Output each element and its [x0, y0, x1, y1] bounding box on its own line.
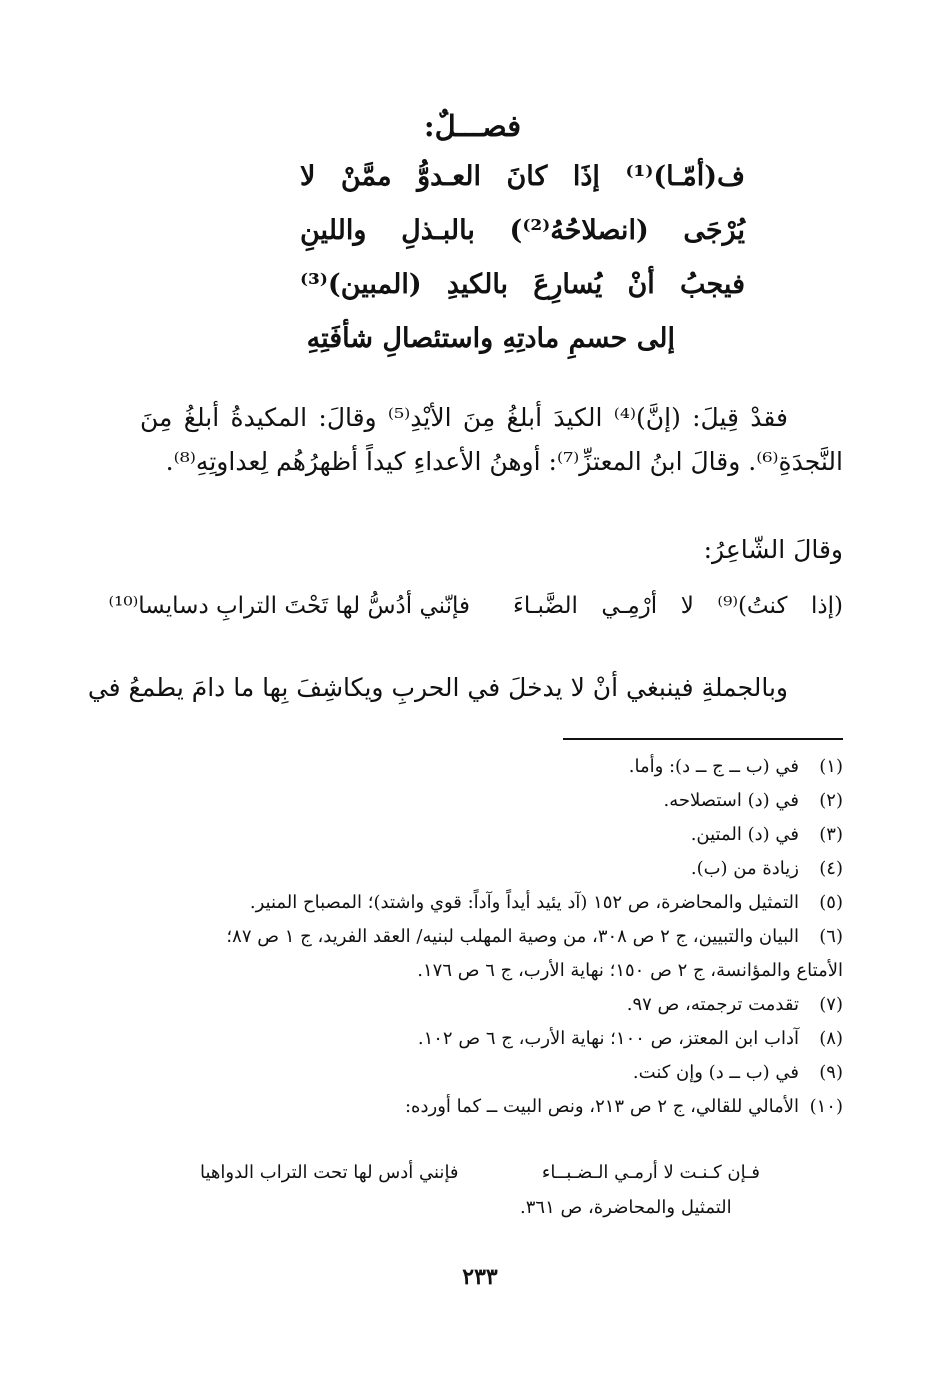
footnote-text: التمثيل والمحاضرة، ص ١٥٢ (آد يئيد أيداً وآداً: قوي واشتد)؛ المصباح المنير. [249, 892, 799, 913]
verse-line: إلى حسمِ مادتِهِ واستئصالِ شأفَتِهِ [306, 323, 675, 354]
paragraph-line: وبالجملةِ فينبغي أنْ لا يدخلَ في الحربِ ويكاشِفَ بِها ما دامَ يطمعُ في [87, 673, 788, 702]
footnote-text: في (ب ــ د) وإن كنت. [632, 1062, 799, 1083]
footnote [140, 988, 843, 1022]
footnote-number: (٧) [819, 994, 843, 1015]
verse-line: ف(أمّـا)⁽¹⁾ إذَا كانَ العـدوُّ ممَّنْ لا [300, 161, 745, 192]
footnote-text: تقدمت ترجمته، ص ٩٧. [626, 994, 799, 1015]
footnote-number: (٥) [819, 892, 843, 913]
footnote [140, 750, 843, 784]
footnote-number: (٤) [819, 858, 843, 879]
footnote-text: في (د) استصلاحه. [663, 790, 799, 811]
verse-block [300, 150, 745, 366]
footnote-number: (٢) [819, 790, 843, 811]
footnotes [140, 738, 843, 1124]
page-number: ٢٣٣ [462, 1264, 498, 1290]
footnote-text: البيان والتبيين، ج ٢ ص ٣٠٨، من وصية المهلب لبنيه/ العقد الفريد، ج ١ ص ٨٧؛ [226, 926, 799, 947]
footnote [140, 1056, 843, 1090]
footnote-number: (١) [819, 756, 843, 777]
footnote-number: (٦) [819, 926, 843, 947]
footnote-text: في (د) المتين. [690, 824, 799, 845]
verse-line: يُرْجَى (انصلاحُهُ⁽²⁾) بالبـذلِ واللينِ [300, 215, 745, 246]
footnote-number: (٩) [819, 1062, 843, 1083]
footnote-text: في (ب ــ ج ــ د): وأما. [628, 756, 799, 777]
verse-line: فيجبُ أنْ يُسارِعَ بالكيدِ (المبين)⁽³⁾ [300, 269, 745, 300]
footnote-text: آداب ابن المعتز، ص ١٠٠؛ نهاية الأرب، ج ٦ ص ١٠٢. [417, 1028, 799, 1049]
footnote-text: الأمالي للقالي، ج ٢ ص ٢١٣، ونص البيت ــ كما أورده: [404, 1096, 799, 1117]
footnote-number: (٣) [819, 824, 843, 845]
footnote-number: (١٠) [809, 1096, 843, 1117]
footnote [140, 1090, 843, 1124]
footnote-continuation: الأمتاع والمؤانسة، ج ٢ ص ١٥٠؛ نهاية الأرب، ج ٦ ص ١٧٦. [417, 960, 843, 981]
footnote [140, 784, 843, 818]
footnote-text: زيادة من (ب). [690, 858, 799, 879]
paragraph-line: النَّجدَةِ⁽⁶⁾. وقالَ ابنُ المعتزِّ⁽⁷⁾: أوهنُ الأعداءِ كيداً أظهرُهُم لِعداوتِهِ⁽⁸⁾. [165, 447, 843, 476]
poet-intro: وقالَ الشّاعِرُ: [703, 535, 843, 564]
section-heading: فصـــلٌ: [423, 109, 522, 143]
paragraph-line: فقدْ قِيلَ: (إنَّ)⁽⁴⁾ الكيدَ أبلغُ مِنَ الأيْدِ⁽⁵⁾ وقالَ: المكيدةُ أبلغُ مِنَ [140, 403, 789, 432]
footnote-source: التمثيل والمحاضرة، ص ٣٦١. [520, 1197, 732, 1218]
footnote [140, 852, 843, 886]
footnote [140, 920, 843, 954]
paragraph [140, 396, 843, 484]
footnote-number: (٨) [819, 1028, 843, 1049]
footnote [140, 1022, 843, 1056]
footnote [140, 886, 843, 920]
first-hemistich: (إذا كنتُ)⁽⁹⁾ لا أرْمِـي الضَّبـاءَ [513, 593, 843, 619]
footnote-verse-second: فإنني أدس لها تحت التراب الدواهيا [200, 1162, 459, 1183]
footnote-verse-first: فـإن كـنـت لا أرمـي الـضـبــاء [541, 1162, 760, 1183]
second-hemistich: فإنّني أدُسُّ لها تَحْتَ الترابِ دسايسا⁽¹⁰⁾ [108, 593, 470, 619]
footnote [140, 818, 843, 852]
